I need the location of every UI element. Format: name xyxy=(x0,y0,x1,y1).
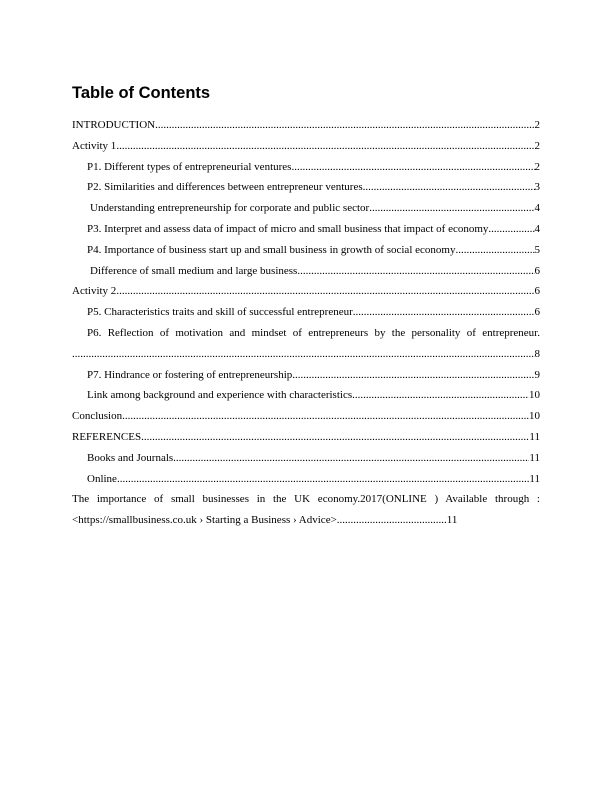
toc-entry-label: INTRODUCTION xyxy=(72,119,156,131)
toc-entry-page: 6 xyxy=(534,285,540,298)
toc-entry-label: Activity 1 xyxy=(72,139,117,152)
toc-entry-label: Online xyxy=(87,472,117,485)
toc-entry-page: 2 xyxy=(534,119,540,131)
toc-leader-dots xyxy=(297,261,534,282)
toc-leader-dots xyxy=(369,198,534,219)
toc-leader-dots xyxy=(363,177,535,198)
toc-entry-page: 8 xyxy=(534,347,540,360)
toc-leader-dots xyxy=(173,448,529,469)
toc-title: Table of Contents xyxy=(72,84,211,102)
toc-entry-label: P5. Characteristics traits and skill of successful entrepreneur xyxy=(87,306,353,319)
toc-entry-label: P3. Interpret and assess data of impact of micro and small business that impact of economy xyxy=(87,222,489,235)
toc-entry-p1[interactable] xyxy=(72,157,540,178)
toc-entry-label: Books and Journals xyxy=(87,451,174,464)
toc-entry-page: 11 xyxy=(529,451,540,464)
toc-entry-p5[interactable] xyxy=(72,302,540,323)
toc-entry-understanding-entrepreneurship[interactable] xyxy=(72,198,540,219)
toc-leader-dots xyxy=(291,157,534,178)
toc-entry-difference-business-sizes[interactable] xyxy=(72,261,540,282)
toc-entry-p7[interactable] xyxy=(72,365,540,386)
toc-entry-label: Difference of small medium and large business xyxy=(90,264,298,277)
toc-leader-dots xyxy=(117,469,529,490)
toc-entry-page: 4 xyxy=(534,222,540,235)
toc-entry-p2[interactable] xyxy=(72,177,540,198)
toc-leader-dots xyxy=(488,219,534,240)
toc-entry-label: P4. Importance of business start up and small business in growth of social economy xyxy=(87,243,456,256)
toc-leader-dots xyxy=(292,365,534,386)
toc-entry-page: 6 xyxy=(534,264,540,277)
toc-entry-page: 4 xyxy=(534,202,540,215)
toc-entry-label: REFERENCES xyxy=(72,430,142,443)
toc-entry-label: P7. Hindrance or fostering of entrepreneurship xyxy=(87,368,293,381)
toc-entry-p3[interactable] xyxy=(72,219,540,240)
toc-leader-dots xyxy=(72,344,535,365)
toc-leader-dots xyxy=(141,427,529,448)
toc-entry-page: 2 xyxy=(534,139,540,152)
toc-leader-dots xyxy=(353,302,535,323)
toc-entry-label: Link among background and experience with characteristics xyxy=(87,389,353,402)
toc-entry-label: P1. Different types of entrepreneurial ventures xyxy=(87,160,292,173)
toc-entry-label: Activity 2 xyxy=(72,285,117,298)
toc-entry-p4[interactable] xyxy=(72,240,540,261)
toc-entry-page: 2 xyxy=(534,160,540,173)
toc-entry-introduction[interactable] xyxy=(72,115,540,136)
toc-entry-label: Understanding entrepreneurship for corporate and public sector xyxy=(90,202,370,215)
toc-entry-label: The importance of small businesses in the UK economy.2017(ONLINE ) Available through :<https://smallbusiness.co.uk › Starting a Business › Advice>........................................11 xyxy=(72,493,540,527)
toc-entry-label: Conclusion xyxy=(72,410,123,423)
toc-entry-page: 11 xyxy=(529,430,540,443)
toc-entry-page: 11 xyxy=(446,514,458,527)
toc-entry-page: 6 xyxy=(534,306,540,319)
toc-entry-books-journals[interactable] xyxy=(72,448,540,469)
toc-entry-uk-economy-reference[interactable] xyxy=(72,489,540,531)
toc-entry-page: 9 xyxy=(534,368,540,381)
toc-entry-page: 11 xyxy=(529,472,540,485)
toc-leader-dots xyxy=(155,115,534,136)
table-of-contents xyxy=(72,115,540,531)
toc-entry-activity-2[interactable] xyxy=(72,281,540,302)
toc-entry-page: 3 xyxy=(534,181,540,194)
toc-entry-page: 5 xyxy=(534,243,540,256)
toc-leader-dots xyxy=(116,136,534,157)
toc-entry-link-background[interactable] xyxy=(72,385,540,406)
toc-entry-page: 10 xyxy=(529,410,540,423)
toc-entry-label: P2. Similarities and differences between entrepreneur ventures xyxy=(87,181,363,194)
toc-leader-dots xyxy=(116,281,534,302)
toc-entry-conclusion[interactable] xyxy=(72,406,540,427)
toc-entry-activity-1[interactable] xyxy=(72,136,540,157)
toc-entry-p6-continuation[interactable] xyxy=(72,344,540,365)
toc-entry-label: P6. Reflection of motivation and mindset of entrepreneurs by the personality of entrepreneur. xyxy=(87,326,540,339)
toc-entry-page: 10 xyxy=(529,389,540,402)
toc-leader-dots xyxy=(352,385,529,406)
toc-leader-dots xyxy=(122,406,529,427)
toc-leader-dots xyxy=(455,240,534,261)
toc-leader-dots: ........................................ xyxy=(336,514,447,527)
toc-entry-references[interactable] xyxy=(72,427,540,448)
toc-entry-online[interactable] xyxy=(72,469,540,490)
toc-entry-p6[interactable] xyxy=(72,323,540,344)
